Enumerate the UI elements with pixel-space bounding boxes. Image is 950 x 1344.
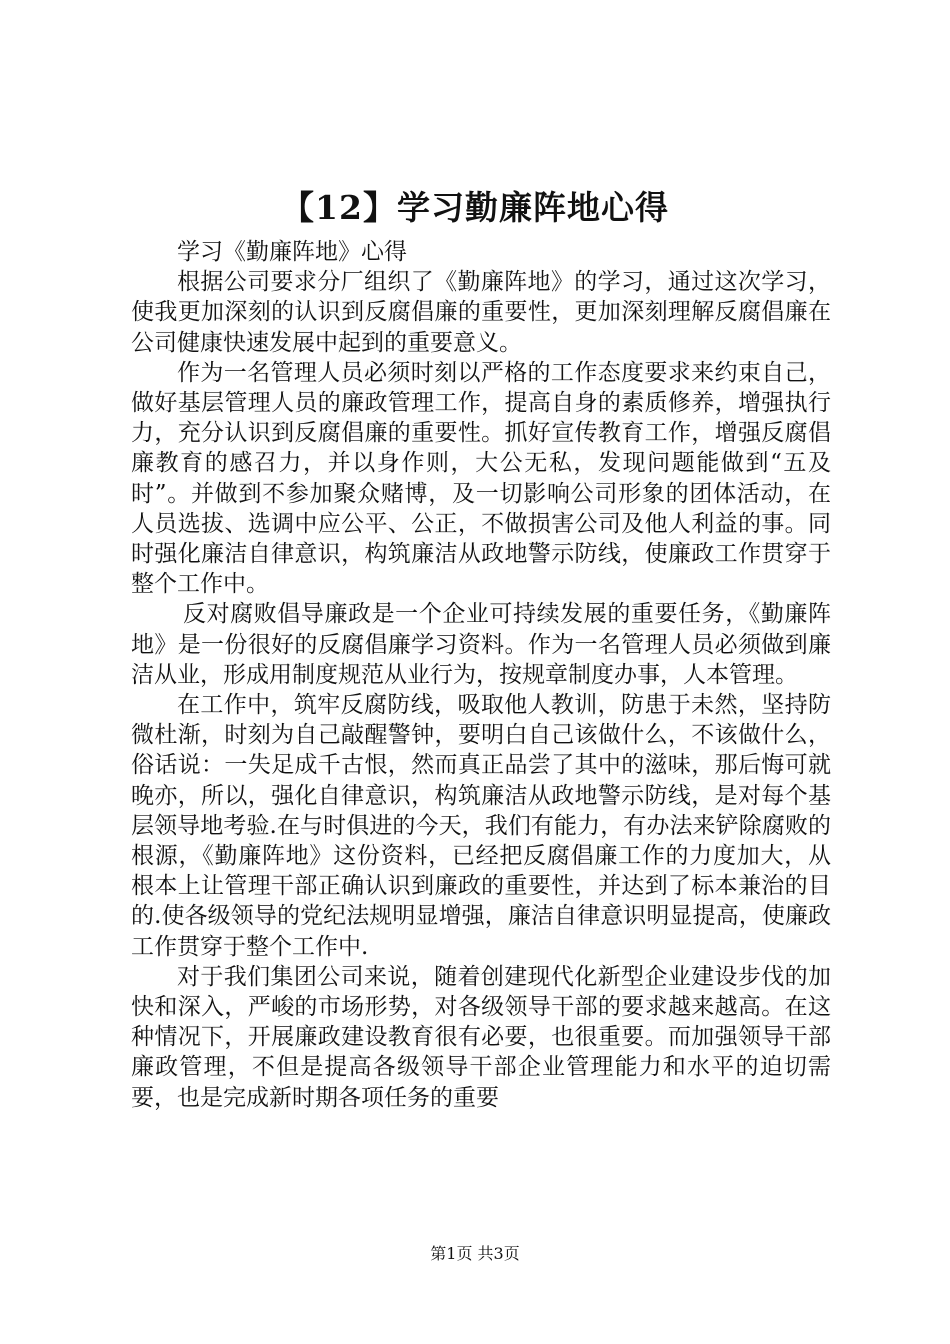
document-title: 【12】学习勤廉阵地心得 [281,188,669,227]
paragraph-subtitle: 学习《勤廉阵地》心得 [177,239,407,265]
paragraph: 根据公司要求分厂组织了《勤廉阵地》的学习，通过这次学习，使我更加深刻的认识到反腐倡廉的重要性，更加深刻理解反腐倡廉在公司健康快速发展中起到的重要意义。 [131,269,831,356]
paragraph: 在工作中，筑牢反腐防线，吸取他人教训，防患于未然，坚持防微杜渐，时刻为自己敲醒警钟，要明白自己该做什么，不该做什么，俗话说：一失足成千古恨，然而真正品尝了其中的滋味，那后悔可就晚亦，所以，强化自律意识，构筑廉洁从政地警示防线，是对每个基层领导地考验.在与时俱进的今天，我们有能力，有办法来铲除腐败的根源，《勤廉阵地》这份资料，已经把反腐倡廉工作的力度加大，从根本上让管理干部正确认识到廉政的重要性，并达到了标本兼治的目的.使各级领导的党纪法规明显增强，廉洁自律意识明显提高，使廉政工作贯穿于整个工作中. [131,692,831,960]
paragraph: 作为一名管理人员必须时刻以严格的工作态度要求来约束自己，做好基层管理人员的廉政管理工作，提高自身的素质修养，增强执行力，充分认识到反腐倡廉的重要性。抓好宣传教育工作，增强反腐倡廉教育的感召力，并以身作则，大公无私，发现问题能做到“五及时”。并做到不参加聚众赌博，及一切影响公司形象的团体活动，在人员选拔、选调中应公平、公正，不做损害公司及他人利益的事。同时强化廉洁自律意识，构筑廉洁从政地警示防线，使廉政工作贯穿于整个工作中。 [131,359,831,598]
page-number-footer: 第1页 共3页 [430,1244,520,1263]
paragraph: 反对腐败倡导廉政是一个企业可持续发展的重要任务，《勤廉阵地》是一份很好的反腐倡廉学习资料。作为一名管理人员必须做到廉洁从业，形成用制度规范从业行为，按规章制度办事，人本管理。 [131,601,831,688]
document-body [131,237,831,1113]
paragraph: 对于我们集团公司来说，随着创建现代化新型企业建设步伐的加快和深入，严峻的市场形势，对各级领导干部的要求越来越高。在这种情况下，开展廉政建设教育很有必要，也很重要。而加强领导干部廉政管理，不但是提高各级领导干部企业管理能力和水平的迫切需要，也是完成新时期各项任务的重要 [131,963,831,1111]
